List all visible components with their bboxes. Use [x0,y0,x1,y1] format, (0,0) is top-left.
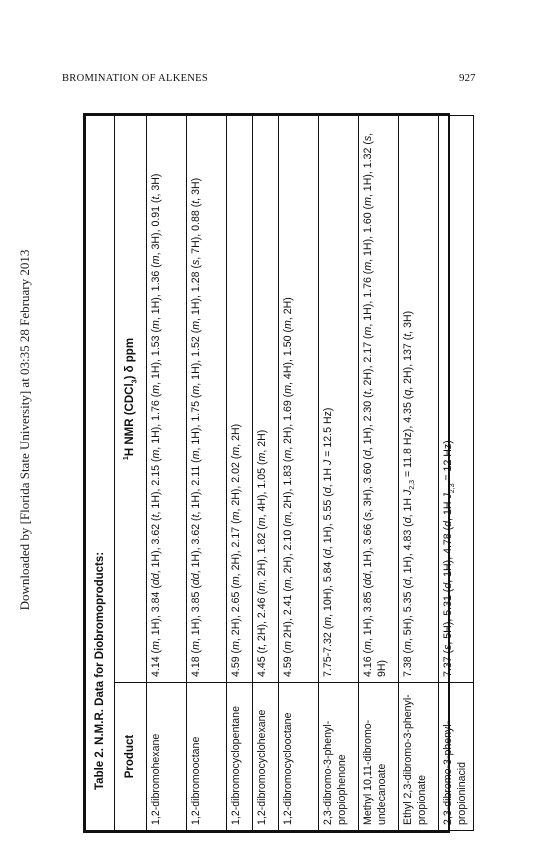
product-cell: 2,3-dibromo-3-phenyl-propiophenone [319,683,359,831]
product-cell: 1,2-dibromocyclopentane [227,683,253,831]
nmr-table-frame [83,113,468,833]
product-cell: 1,2-dibromohexane [147,683,187,831]
table-caption-row [86,116,115,831]
nmr-table-region [83,113,468,833]
nmr-cell: 7.75-7.32 (m, 10H), 5.84 (d, 1H), 5.55 (d, 1H J = 12.5 Hz) [319,116,359,683]
table-row [319,116,359,831]
nmr-cell: 4.18 (m, 1H), 3.85 (dd, 1H), 3.62 (t, 1H), 2.11 (m, 1H), 1.75 (m, 1H), 1.52 (m, 1H), 1.28 (s, 7H), 0.88 (t, 3H) [187,116,227,683]
table-caption: Table 2. N.M.R. Data for Diobromoproducts: [86,116,115,831]
table-row [187,116,227,831]
table-row [147,116,187,831]
product-cell: 2,3-dibromo-3-phenyl-propioninacid [439,683,474,831]
nmr-cell: 7.38 (m, 5H), 5.35 (d, 1H), 4.83 (d, 1H $J_{2,3} = 11.8$ Hz), 4.35 (q, 2H), 137 (t, 3H) [399,116,439,683]
table-row [399,116,439,831]
page-number: 927 [459,72,476,84]
product-cell: 1,2-dibromooctane [187,683,227,831]
product-cell: Ethyl 2,3-dibromo-3-phenyl-propionate [399,683,439,831]
nmr-cell: 4.45 (t, 2H), 2.46 (m, 2H), 1.82 (m, 4H), 1.05 (m, 2H) [253,116,279,683]
product-cell: 1,2-dibromocyclohexane [253,683,279,831]
nmr-cell: 7.37 (s, 5H), 5.31 (d, 1H), 4.78 (d, 1H $J_{2,3} = 12$ Hz) [439,116,474,683]
nmr-data-table [85,115,474,831]
column-header-product: Product [115,683,147,831]
watermark-text: Downloaded by [Florida State University] at 03:35 28 February 2013 [17,249,32,611]
table-header-row [115,116,147,831]
nmr-cell: 4.16 (m, 1H), 3.85 (dd, 1H), 3.66 (s, 3H), 3.60 (d, 1H), 2.30 (t, 2H), 2.17 (m, 1H), 1.76 (m, 1H), 1.60 (m, 1H), 1.32 (s, 9H) [359,116,399,683]
nmr-cell: 4.59 (m, 2H), 2.65 (m, 2H), 2.17 (m, 2H), 2.02 (m, 2H) [227,116,253,683]
table-row [359,116,399,831]
nmr-cell: 4.59 (m 2H), 2.41 (m, 2H), 2.10 (m, 2H), 1.83 (m, 2H), 1.69 (m, 4H), 1.50 (m, 2H) [279,116,319,683]
table-row [227,116,253,831]
table-row [439,116,474,831]
table-row [253,116,279,831]
running-head: BROMINATION OF ALKENES [62,73,209,84]
product-cell: 1,2-dibromocyclooctane [279,683,319,831]
product-cell: Methyl 10,11-dibromo-undecanoate [359,683,399,831]
download-watermark [14,249,36,611]
nmr-cell: 4.14 (m, 1H), 3.84 (dd, 1H), 3.62 (t, 1H), 2.15 (m, 1H), 1.76 (m, 1H), 1.53 (m, 1H), 1.36 (m, 3H), 0.91 (t, 3H) [147,116,187,683]
table-row [279,116,319,831]
column-header-nmr: $^1$H NMR (CDCl$_3$) δ ppm [115,116,147,683]
